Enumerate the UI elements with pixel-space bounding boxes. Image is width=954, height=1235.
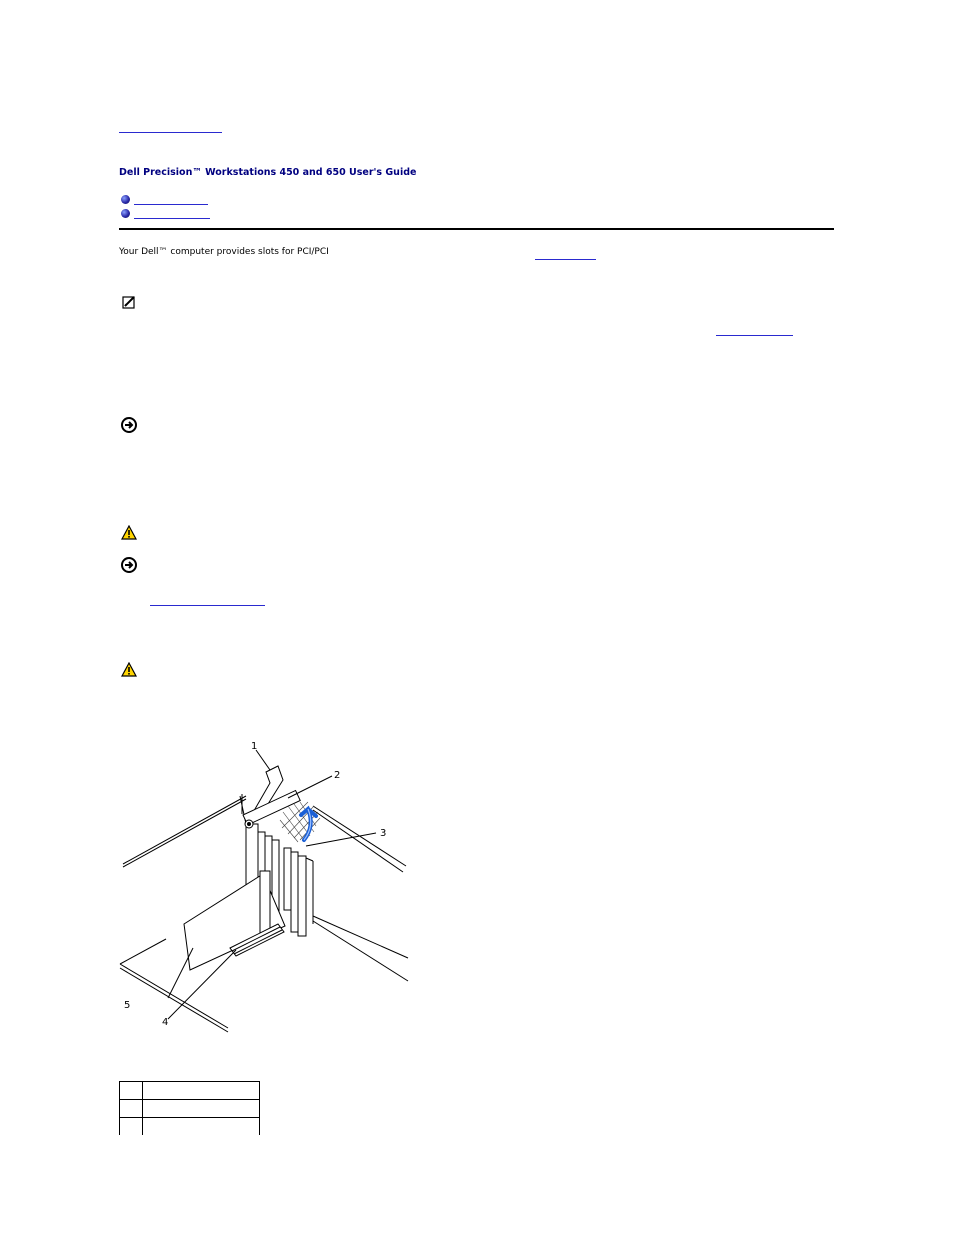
note-link[interactable] [716, 325, 793, 336]
callout-3: 3 [380, 828, 387, 839]
table-cell [120, 1118, 143, 1136]
bullet-icon [121, 209, 130, 218]
table-cell [143, 1100, 260, 1118]
caution-icon [121, 525, 137, 541]
callout-legend-table [119, 1081, 260, 1135]
table-cell [120, 1100, 143, 1118]
table-cell [143, 1082, 260, 1100]
toc-link-2[interactable] [134, 208, 210, 219]
callout-1: 1 [251, 741, 258, 752]
intro-link[interactable] [535, 249, 596, 260]
table-row [120, 1100, 260, 1118]
bullet-icon [121, 195, 130, 204]
caution-icon [121, 662, 137, 678]
table-row [120, 1082, 260, 1100]
callout-4: 4 [162, 1017, 169, 1028]
notice-icon [121, 417, 137, 433]
table-cell [143, 1118, 260, 1136]
toc-item-1[interactable] [121, 193, 208, 205]
callout-5: 5 [124, 1000, 131, 1011]
top-nav-link[interactable] [119, 120, 222, 133]
card-installation-figure [118, 736, 413, 1036]
callout-2: 2 [334, 770, 341, 781]
intro-paragraph: Your Dell™ computer provides slots for PCI/PCI [119, 247, 329, 257]
toc-link-1[interactable] [134, 194, 208, 205]
section-divider [119, 228, 834, 230]
table-row [120, 1118, 260, 1136]
procedure-link[interactable] [150, 595, 265, 606]
note-icon [121, 294, 137, 310]
toc-item-2[interactable] [121, 207, 210, 219]
notice-icon [121, 557, 137, 573]
guide-title: Dell Precision™ Workstations 450 and 650 User's Guide [119, 167, 417, 178]
table-cell [120, 1082, 143, 1100]
